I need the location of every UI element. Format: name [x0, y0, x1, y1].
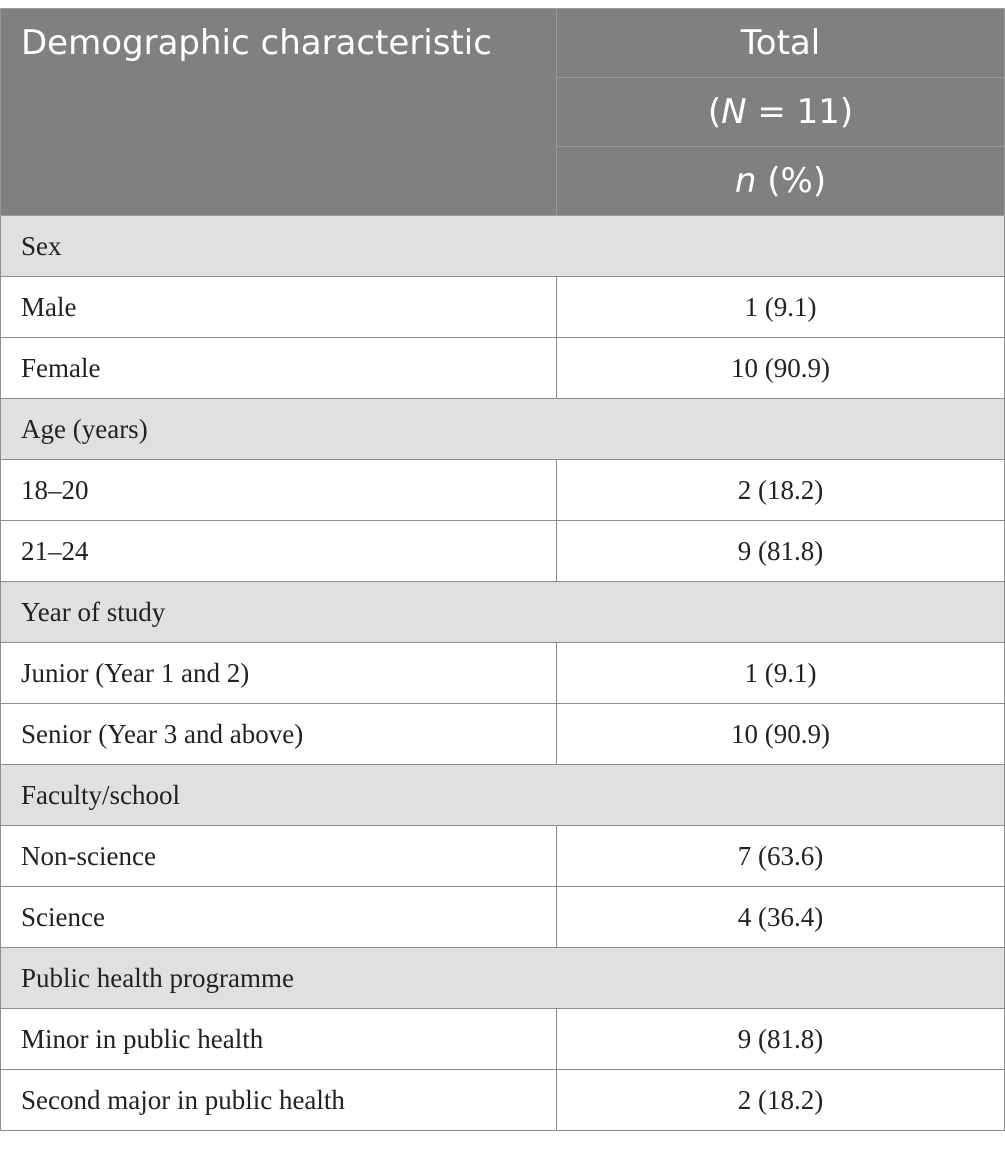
header-row — [1, 9, 1005, 78]
table-row — [1, 277, 1005, 338]
group-label: Faculty/school — [1, 765, 1005, 826]
row-value: 2 (18.2) — [557, 1070, 1005, 1131]
table-row — [1, 887, 1005, 948]
row-label: 18–20 — [1, 460, 557, 521]
row-value: 10 (90.9) — [557, 338, 1005, 399]
header-unit-percent: (%) — [756, 161, 827, 201]
header-unit-variable: n — [734, 161, 757, 201]
row-value: 1 (9.1) — [557, 277, 1005, 338]
group-label: Public health programme — [1, 948, 1005, 1009]
group-row — [1, 399, 1005, 460]
header-unit — [557, 147, 1005, 216]
table-row — [1, 643, 1005, 704]
header-sample-size-value: = 11) — [746, 92, 854, 132]
row-value: 9 (81.8) — [557, 521, 1005, 582]
header-characteristic: Demographic characteristic — [1, 9, 557, 216]
table-row — [1, 704, 1005, 765]
row-label: Senior (Year 3 and above) — [1, 704, 557, 765]
header-sample-size-open: ( — [707, 92, 722, 132]
table-row — [1, 1009, 1005, 1070]
header-total: Total — [557, 9, 1005, 78]
row-label: Science — [1, 887, 557, 948]
demographics-table-container — [0, 8, 1004, 1131]
table-header — [1, 9, 1005, 216]
row-value: 1 (9.1) — [557, 643, 1005, 704]
group-row — [1, 582, 1005, 643]
group-row — [1, 765, 1005, 826]
table-row — [1, 460, 1005, 521]
demographics-table — [0, 8, 1005, 1131]
row-value: 2 (18.2) — [557, 460, 1005, 521]
row-value: 4 (36.4) — [557, 887, 1005, 948]
row-value: 9 (81.8) — [557, 1009, 1005, 1070]
table-body — [1, 216, 1005, 1131]
row-label: Junior (Year 1 and 2) — [1, 643, 557, 704]
header-sample-size — [557, 78, 1005, 147]
group-label: Sex — [1, 216, 1005, 277]
row-label: 21–24 — [1, 521, 557, 582]
row-label: Non-science — [1, 826, 557, 887]
row-label: Second major in public health — [1, 1070, 557, 1131]
group-row — [1, 948, 1005, 1009]
row-value: 10 (90.9) — [557, 704, 1005, 765]
row-value: 7 (63.6) — [557, 826, 1005, 887]
row-label: Minor in public health — [1, 1009, 557, 1070]
group-row — [1, 216, 1005, 277]
group-label: Age (years) — [1, 399, 1005, 460]
row-label: Female — [1, 338, 557, 399]
table-row — [1, 521, 1005, 582]
group-label: Year of study — [1, 582, 1005, 643]
table-row — [1, 826, 1005, 887]
header-sample-size-variable: N — [721, 92, 747, 132]
table-row — [1, 338, 1005, 399]
row-label: Male — [1, 277, 557, 338]
table-row — [1, 1070, 1005, 1131]
